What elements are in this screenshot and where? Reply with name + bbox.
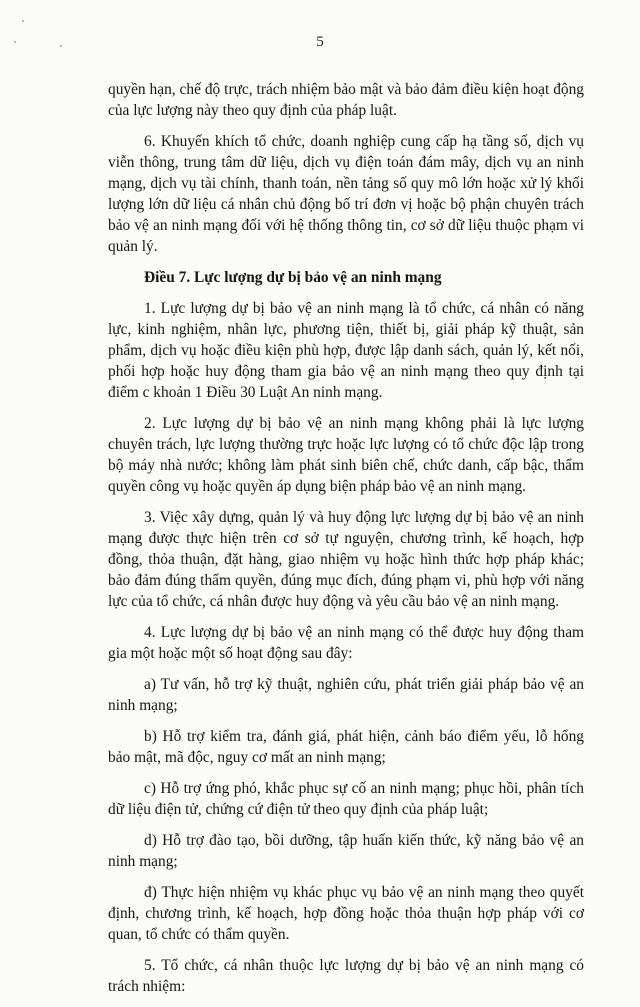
point-dd: đ) Thực hiện nhiệm vụ khác phục vụ bảo vệ an ninh mạng theo quyết định, chương trình, kế hoạch, hợp đồng hoặc thỏa thuận hợp pháp với cơ quan, tổ chức có thẩm quyền.: [108, 884, 584, 943]
clause-2: 2. Lực lượng dự bị bảo vệ an ninh mạng không phải là lực lượng chuyên trách, lực lượng thường trực hoặc lực lượng có tổ chức độc lập trong bộ máy nhà nước; không làm phát sinh biên chế, chức danh, cấp bậc, thẩm quyền công vụ hoặc quyền áp dụng biện pháp bảo vệ an ninh mạng.: [108, 415, 584, 495]
document-body: [108, 79, 584, 1007]
paragraph-6: 6. Khuyến khích tổ chức, doanh nghiệp cung cấp hạ tầng số, dịch vụ viễn thông, trung tâm dữ liệu, dịch vụ điện toán đám mây, dịch vụ an ninh mạng, dịch vụ tài chính, thanh toán, nền tảng số quy mô lớn hoặc xử lý khối lượng lớn dữ liệu cá nhân chủ động bố trí đơn vị hoặc bộ phận chuyên trách bảo vệ an ninh mạng đối với hệ thống thông tin, cơ sở dữ liệu thuộc phạm vi quản lý.: [108, 133, 584, 255]
point-a: a) Tư vấn, hỗ trợ kỹ thuật, nghiên cứu, phát triển giải pháp bảo vệ an ninh mạng;: [108, 676, 584, 714]
clause-5: 5. Tổ chức, cá nhân thuộc lực lượng dự bị bảo vệ an ninh mạng có trách nhiệm:: [108, 957, 584, 995]
scan-speck: [22, 20, 24, 22]
point-b: b) Hỗ trợ kiểm tra, đánh giá, phát hiện, cảnh báo điểm yếu, lỗ hổng bảo mật, mã độc, nguy cơ mất an ninh mạng;: [108, 728, 584, 766]
continuation-paragraph: quyền hạn, chế độ trực, trách nhiệm bảo mật và bảo đảm điều kiện hoạt động của lực lượng này theo quy định của pháp luật.: [108, 81, 584, 119]
point-d: d) Hỗ trợ đào tạo, bồi dưỡng, tập huấn kiến thức, kỹ năng bảo vệ an ninh mạng;: [108, 832, 584, 870]
point-c: c) Hỗ trợ ứng phó, khắc phục sự cố an ninh mạng; phục hồi, phân tích dữ liệu điện tử, chứng cứ điện tử theo quy định của pháp luật;: [108, 780, 584, 818]
clause-1: 1. Lực lượng dự bị bảo vệ an ninh mạng là tổ chức, cá nhân có năng lực, kinh nghiệm, nhân lực, phương tiện, thiết bị, giải pháp kỹ thuật, sản phẩm, dịch vụ hoặc điều kiện phù hợp, được lập danh sách, quản lý, kết nối, phối hợp hoặc huy động tham gia bảo vệ an ninh mạng theo quy định tại điểm c khoản 1 Điều 30 Luật An ninh mạng.: [108, 300, 584, 401]
page-number: 5: [316, 34, 324, 50]
clause-3: 3. Việc xây dựng, quản lý và huy động lực lượng dự bị bảo vệ an ninh mạng được thực hiện trên cơ sở tự nguyện, chương trình, kế hoạch, hợp đồng, thỏa thuận, đặt hàng, giao nhiệm vụ hoặc hình thức hợp pháp khác; bảo đảm đúng thẩm quyền, đúng mục đích, đúng phạm vi, phù hợp với năng lực của tổ chức, cá nhân được huy động và yêu cầu bảo vệ an ninh mạng.: [108, 509, 584, 610]
article-7-heading: Điều 7. Lực lượng dự bị bảo vệ an ninh mạng: [144, 269, 442, 286]
clause-4: 4. Lực lượng dự bị bảo vệ an ninh mạng có thể được huy động tham gia một hoặc một số hoạt động sau đây:: [108, 624, 584, 662]
